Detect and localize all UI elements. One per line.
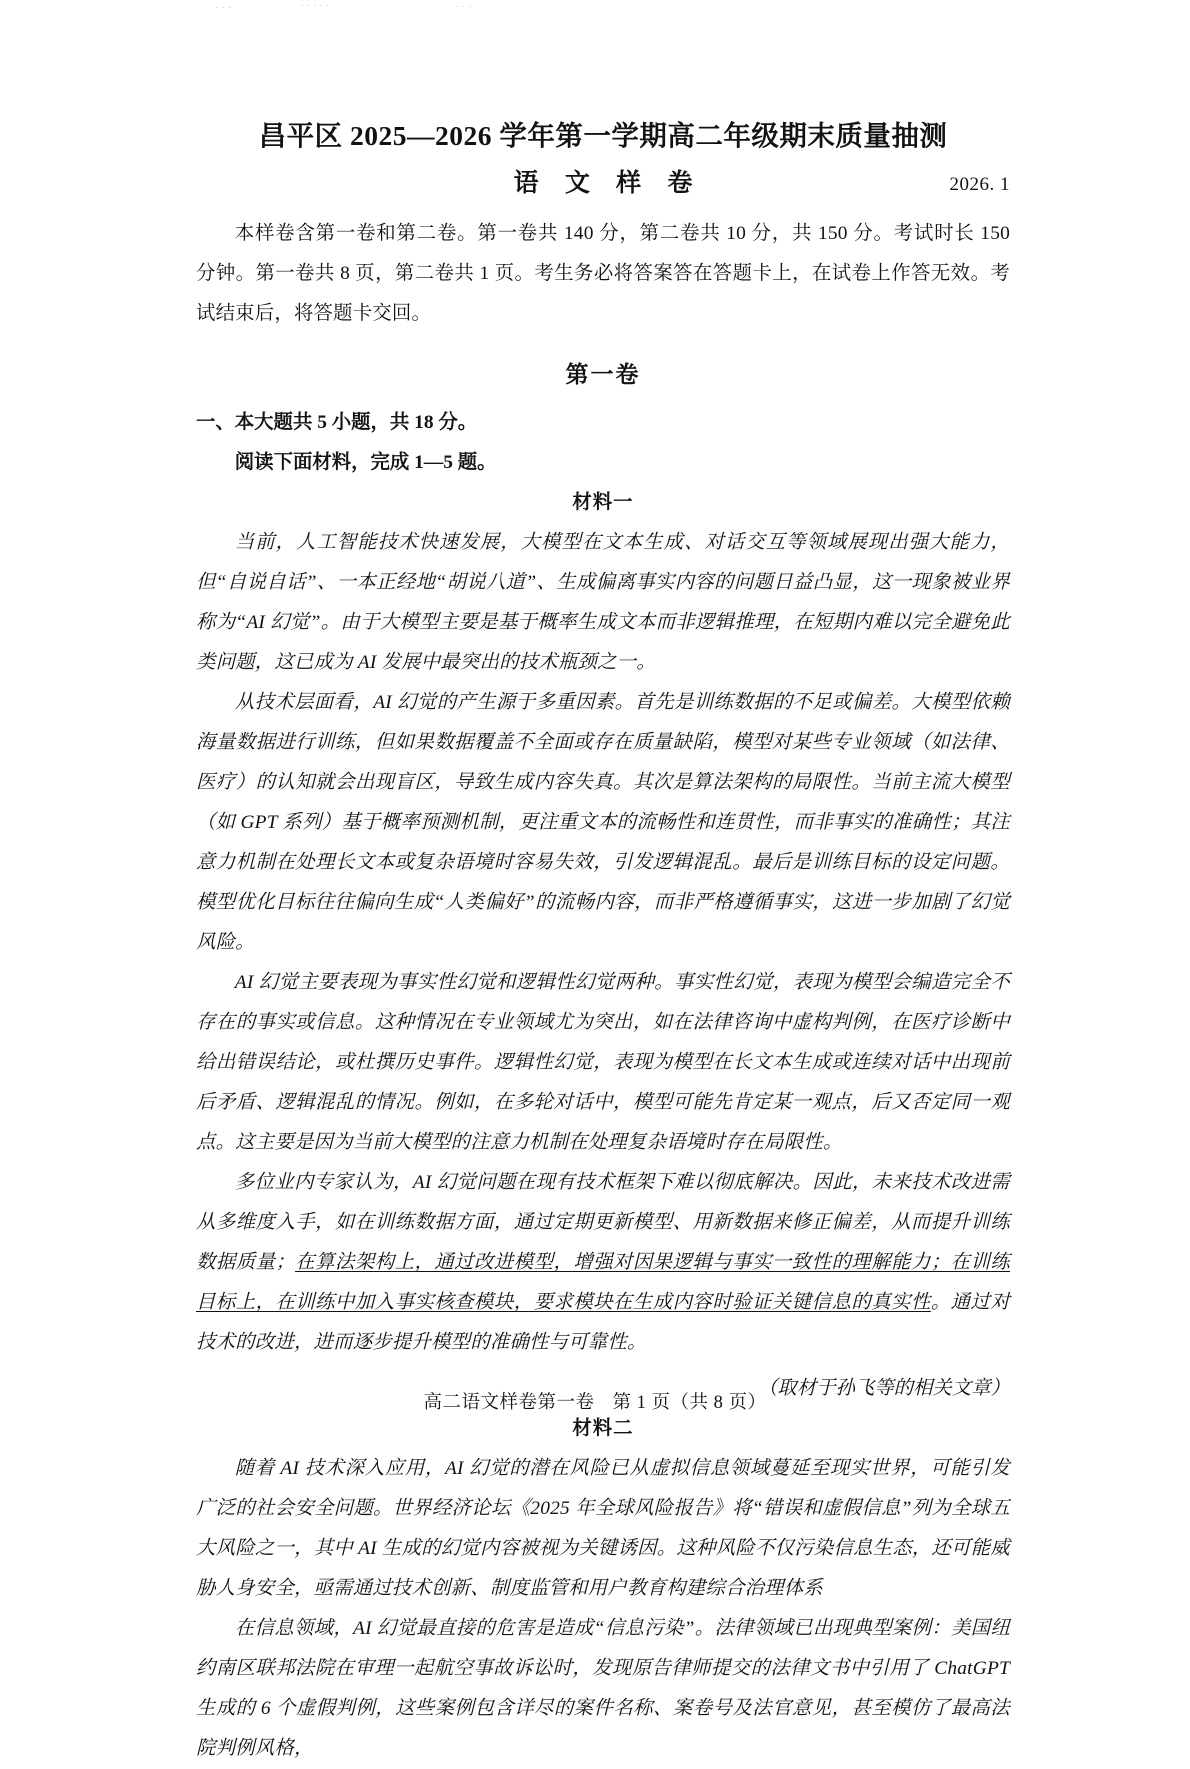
section-heading-volume-one: 第一卷 [565,361,641,387]
instruction-paragraph [196,214,1010,334]
material-one-paragraph-1: 当前，人工智能技术快速发展，大模型在文本生成、对话交互等领域展现出强大能力，但“自说自话”、一本正经地“胡说八道”、生成偏离事实内容的问题日益凸显，这一现象被业界称为“AI 幻觉”。由于大模型主要是基于概率生成文本而非逻辑推理，在短期内难以完全避免此类问题，这已成为 AI 发展中最突出的技术瓶颈之一。 [196,531,1010,673]
page-title: 昌平区 2025—2026 学年第一学期高二年级期末质量抽测 [258,120,948,151]
question-group-heading: 一、本大题共 5 小题，共 18 分。 [196,411,478,433]
page-footer [0,1388,1190,1414]
material-one-heading: 材料一 [572,491,634,513]
paragraph-4-underlined-segment: 在算法架构上，通过改进模型，增强对因果逻辑与事实一致性的理解能力；在训练目标上，在训练中加入事实核查模块，要求模块在生成内容时验证关键信息的真实性 [196,1251,1010,1313]
paragraph-4-segment-after: 。通过对技术的改进，进而逐步提升模型的准确性与可靠性。 [196,1291,1010,1353]
document-subtitle: 语 文 样 卷 [513,169,703,197]
exam-date: 2026. 1 [949,173,1010,195]
material-one-paragraph-4 [196,1163,1010,1363]
material-one-attribution: （取材于孙飞等的相关文章） [757,1377,1010,1399]
material-two-paragraph-1: 随着 AI 技术深入应用，AI 幻觉的潜在风险已从虚拟信息领域蔓延至现实世界，可能引发广泛的社会安全问题。世界经济论坛《2025 年全球风险报告》将“错误和虚假信息”列为全球五大风险之一，其中 AI 生成的幻觉内容被视为关键诱因。这种风险不仅污染信息生态，还可能威胁人身安全，亟需通过技术创新、制度监管和用户教育构建综合治理体系 [196,1457,1010,1599]
instruction-line-1: 本样卷含第一卷和第二卷。第一卷共 140 分，第二卷共 10 分，共 150 分。考试时长 150 分钟。 [196,222,1010,284]
material-one-paragraph-2: 从技术层面看，AI 幻觉的产生源于多重因素。首先是训练数据的不足或偏差。大模型依赖海量数据进行训练，但如果数据覆盖不全面或存在质量缺陷，模型对某些专业领域（如法律、医疗）的认知就会出现盲区，导致生成内容失真。其次是算法架构的局限性。当前主流大模型（如 GPT 系列）基于概率预测机制，更注重文本的流畅性和连贯性，而非事实的准确性；其注意力机制在处理长文本或复杂语境时容易失效，引发逻辑混乱。最后是训练目标的设定问题。模型优化目标往往偏向生成“人类偏好”的流畅内容，而非严格遵循事实，这进一步加剧了幻觉风险。 [196,691,1010,953]
paragraph-4-segment-before: 多位业内专家认为，AI 幻觉问题在现有技术框架下难以彻底解决。因此，未来技术改进需从多维度入手，如在训练数据方面，通过定期更新模型、用新数据来修正偏差，从而提升训练数据质量； [196,1171,1010,1273]
material-two-paragraph-2: 在信息领域，AI 幻觉最直接的危害是造成“信息污染”。法律领域已出现典型案例：美国纽约南区联邦法院在审理一起航空事故诉讼时，发现原告律师提交的法律文书中引用了 ChatGPT 生成的 6 个虚假判例，这些案例包含详尽的案件名称、案卷号及法官意见，甚至模仿了最高法院判例风格， [196,1617,1010,1759]
instruction-line-3: 将答题卡交回。 [293,302,432,324]
footer-page-number: 第 1 页（共 8 页） [612,1393,767,1413]
scan-artifact-marks: · · · · · · · · · · · [215,0,472,14]
instruction-line-2: 第一卷共 8 页，第二卷共 1 页。考生务必将答案答在答题卡上，在试卷上作答无效。考试结束后， [196,262,1010,324]
reading-instruction: 阅读下面材料，完成 1—5 题。 [234,451,497,473]
document-body [196,118,1010,1769]
material-one-paragraph-3: AI 幻觉主要表现为事实性幻觉和逻辑性幻觉两种。事实性幻觉，表现为模型会编造完全不存在的事实或信息。这种情况在专业领域尤为突出，如在法律咨询中虚构判例，在医疗诊断中给出错误结论，或杜撰历史事件。逻辑性幻觉，表现为模型在长文本生成或连续对话中出现前后矛盾、逻辑混乱的情况。例如，在多轮对话中，模型可能先肯定某一观点，后又否定同一观点。这主要是因为当前大模型的注意力机制在处理复杂语境时存在局限性。 [196,971,1010,1153]
footer-left-label: 高二语文样卷第一卷 [423,1393,595,1413]
subtitle-row [196,168,1010,208]
material-two-heading: 材料二 [572,1417,634,1439]
